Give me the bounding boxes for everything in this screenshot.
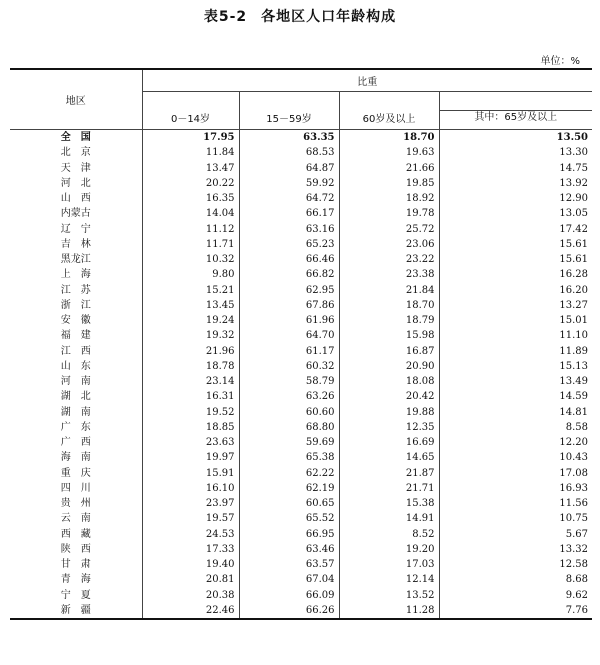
age-65-plus-cell: 14.59 [559,391,588,403]
table-number: 表5-2 [203,9,248,25]
region-cell: 重 庆 [10,466,142,481]
table-header [10,69,592,130]
region-cell: 辽 宁 [10,222,142,237]
unit-label: 单位：% [540,56,580,67]
age-15-59-cell: 66.26 [239,603,339,619]
age-15-59-cell: 66.82 [239,267,339,282]
age-15-59-cell: 62.95 [239,283,339,298]
age-60-plus-cell: 18.08 [339,374,439,389]
region-cell: 青 海 [10,572,142,587]
region-cell: 陕 西 [10,542,142,557]
region-cell: 海 南 [10,450,142,465]
age-65-plus-cell: 7.76 [439,603,592,619]
age-65-plus-cell: 10.75 [559,513,588,525]
age-65-plus-cell: 12.58 [559,559,588,571]
table-title [0,6,600,26]
header-age-0-14: 0－14岁 [142,92,239,130]
region-cell: 天 津 [10,161,142,176]
age-0-14-cell: 11.84 [142,145,239,160]
age-60-plus-cell: 23.38 [339,267,439,282]
age-0-14-cell: 15.21 [142,283,239,298]
region-cell: 安 徽 [10,313,142,328]
region-cell: 四 川 [10,481,142,496]
age-65-plus-cell: 13.50 [556,132,588,144]
table-row [10,313,592,328]
region-cell: 吉 林 [10,237,142,252]
age-60-plus-cell: 18.92 [339,191,439,206]
age-65-plus-cell: 13.49 [559,376,588,388]
age-60-plus-cell: 8.52 [339,527,439,542]
age-15-59-cell: 63.57 [239,557,339,572]
age-15-59-cell: 66.09 [239,588,339,603]
age-60-plus-cell: 21.71 [339,481,439,496]
age-15-59-cell: 65.38 [239,450,339,465]
age-0-14-cell: 15.91 [142,466,239,481]
age-15-59-cell: 64.70 [239,328,339,343]
age-0-14-cell: 16.35 [142,191,239,206]
age-60-plus-cell: 16.87 [339,344,439,359]
age-0-14-cell: 20.22 [142,176,239,191]
region-cell: 全 国 [10,130,142,146]
age-15-59-cell: 60.32 [239,359,339,374]
age-structure-table [10,68,592,620]
table-row [10,588,592,603]
region-cell: 宁 夏 [10,588,142,603]
age-15-59-cell: 63.35 [239,130,339,146]
region-cell: 河 南 [10,374,142,389]
age-0-14-cell: 17.95 [142,130,239,146]
age-65-plus-cell: 14.81 [559,406,588,418]
age-0-14-cell: 16.10 [142,481,239,496]
header-ratio: 比重 [142,69,592,92]
age-60-plus-cell: 21.87 [339,466,439,481]
age-0-14-cell: 19.24 [142,313,239,328]
table-row [10,511,592,526]
age-65-plus-cell: 16.93 [559,482,588,494]
age-65-plus-cell: 16.28 [559,269,588,281]
age-65-plus-cell: 11.10 [559,330,588,342]
table-row [10,344,592,359]
age-60-plus-cell: 11.28 [339,603,439,619]
age-15-59-cell: 63.16 [239,222,339,237]
age-0-14-cell: 19.52 [142,405,239,420]
age-15-59-cell: 59.69 [239,435,339,450]
table-row [10,191,592,206]
age-60-plus-cell: 14.65 [339,450,439,465]
age-0-14-cell: 20.81 [142,572,239,587]
region-cell: 广 西 [10,435,142,450]
age-15-59-cell: 66.46 [239,252,339,267]
age-15-59-cell: 61.96 [239,313,339,328]
region-cell: 甘 肃 [10,557,142,572]
table-row [10,283,592,298]
region-cell: 山 西 [10,191,142,206]
table-row [10,481,592,496]
table-row [10,328,592,343]
age-0-14-cell: 21.96 [142,344,239,359]
age-60-plus-cell: 20.90 [339,359,439,374]
age-60-plus-cell: 15.38 [339,496,439,511]
age-15-59-cell: 62.19 [239,481,339,496]
age-15-59-cell: 68.80 [239,420,339,435]
age-15-59-cell: 65.23 [239,237,339,252]
table-row [10,267,592,282]
age-15-59-cell: 63.26 [239,389,339,404]
table-row-total [10,130,592,146]
age-60-plus-cell: 18.70 [339,298,439,313]
region-cell: 湖 南 [10,405,142,420]
age-60-plus-cell: 19.20 [339,542,439,557]
age-0-14-cell: 22.46 [142,603,239,619]
age-0-14-cell: 24.53 [142,527,239,542]
age-65-plus-cell: 13.32 [559,543,588,555]
age-60-plus-cell: 15.98 [339,328,439,343]
age-60-plus-cell: 16.69 [339,435,439,450]
age-60-plus-cell: 20.42 [339,389,439,404]
region-cell: 黑龙江 [10,252,142,267]
age-0-14-cell: 11.12 [142,222,239,237]
age-65-plus-cell: 11.89 [559,345,588,357]
table-row [10,496,592,511]
age-15-59-cell: 63.46 [239,542,339,557]
age-15-59-cell: 67.86 [239,298,339,313]
table-row [10,435,592,450]
age-60-plus-cell: 19.78 [339,206,439,221]
region-cell: 河 北 [10,176,142,191]
age-15-59-cell: 68.53 [239,145,339,160]
age-60-plus-cell: 12.35 [339,420,439,435]
age-15-59-cell: 66.95 [239,527,339,542]
age-60-plus-cell: 17.03 [339,557,439,572]
age-65-plus-cell: 17.42 [559,223,588,235]
age-0-14-cell: 23.63 [142,435,239,450]
age-15-59-cell: 60.60 [239,405,339,420]
region-cell: 福 建 [10,328,142,343]
age-60-plus-cell: 19.88 [339,405,439,420]
age-65-plus-cell: 12.90 [559,193,588,205]
table-row [10,252,592,267]
age-15-59-cell: 67.04 [239,572,339,587]
header-age-65-plus: 其中：65岁及以上 [474,112,558,123]
age-65-plus-cell: 13.92 [559,177,588,189]
age-15-59-cell: 62.22 [239,466,339,481]
region-cell: 西 藏 [10,527,142,542]
age-65-plus-cell: 13.05 [559,208,588,220]
age-60-plus-cell: 14.91 [339,511,439,526]
age-60-plus-cell: 21.66 [339,161,439,176]
age-65-plus-cell: 10.43 [559,452,588,464]
age-65-plus-cell: 8.58 [565,421,588,433]
age-60-plus-cell: 18.70 [339,130,439,146]
header-split-line [440,92,593,111]
header-region: 地区 [10,69,142,130]
age-60-plus-cell: 19.63 [339,145,439,160]
age-0-14-cell: 23.97 [142,496,239,511]
age-0-14-cell: 23.14 [142,374,239,389]
age-15-59-cell: 65.52 [239,511,339,526]
table-row [10,557,592,572]
age-65-plus-cell: 13.27 [559,299,588,311]
region-cell: 湖 北 [10,389,142,404]
region-cell: 北 京 [10,145,142,160]
table-row [10,405,592,420]
age-0-14-cell: 10.32 [142,252,239,267]
table-row [10,450,592,465]
age-60-plus-cell: 25.72 [339,222,439,237]
age-15-59-cell: 58.79 [239,374,339,389]
age-0-14-cell: 20.38 [142,588,239,603]
age-15-59-cell: 64.72 [239,191,339,206]
region-cell: 浙 江 [10,298,142,313]
age-15-59-cell: 64.87 [239,161,339,176]
header-age-15-59: 15－59岁 [239,92,339,130]
region-cell: 山 东 [10,359,142,374]
table-row [10,298,592,313]
table-row [10,389,592,404]
table-row [10,572,592,587]
age-65-plus-cell: 8.68 [565,574,588,586]
age-65-plus-cell: 15.13 [559,360,588,372]
age-0-14-cell: 19.97 [142,450,239,465]
table-row [10,542,592,557]
table-row [10,527,592,542]
age-0-14-cell: 18.78 [142,359,239,374]
age-0-14-cell: 19.57 [142,511,239,526]
table-row [10,161,592,176]
region-cell: 贵 州 [10,496,142,511]
age-0-14-cell: 13.45 [142,298,239,313]
age-60-plus-cell: 19.85 [339,176,439,191]
table-body [10,130,592,620]
region-cell: 内蒙古 [10,206,142,221]
age-0-14-cell: 18.85 [142,420,239,435]
age-60-plus-cell: 18.79 [339,313,439,328]
table-row [10,374,592,389]
table-row [10,145,592,160]
table-caption: 各地区人口年龄构成 [261,9,397,25]
age-65-plus-cell: 17.08 [559,467,588,479]
age-60-plus-cell: 23.22 [339,252,439,267]
table-row [10,603,592,619]
table-row [10,176,592,191]
region-cell: 云 南 [10,511,142,526]
age-65-plus-cell: 15.01 [559,315,588,327]
age-60-plus-cell: 13.52 [339,588,439,603]
header-age-65-plus-cell [439,92,592,130]
table-row [10,359,592,374]
region-cell: 江 苏 [10,283,142,298]
age-0-14-cell: 19.32 [142,328,239,343]
age-65-plus-cell: 11.56 [559,498,588,510]
age-15-59-cell: 59.92 [239,176,339,191]
age-15-59-cell: 61.17 [239,344,339,359]
header-age-60-plus: 60岁及以上 [339,92,439,130]
age-0-14-cell: 19.40 [142,557,239,572]
age-0-14-cell: 11.71 [142,237,239,252]
age-0-14-cell: 16.31 [142,389,239,404]
table-row [10,206,592,221]
region-cell: 广 东 [10,420,142,435]
age-60-plus-cell: 21.84 [339,283,439,298]
age-0-14-cell: 14.04 [142,206,239,221]
age-60-plus-cell: 23.06 [339,237,439,252]
region-cell: 上 海 [10,267,142,282]
age-0-14-cell: 17.33 [142,542,239,557]
age-15-59-cell: 66.17 [239,206,339,221]
region-cell: 江 西 [10,344,142,359]
region-cell: 新 疆 [10,603,142,619]
age-65-plus-cell: 9.62 [565,589,588,601]
age-15-59-cell: 60.65 [239,496,339,511]
table-row [10,420,592,435]
age-65-plus-cell: 13.30 [559,147,588,159]
age-65-plus-cell: 15.61 [559,254,588,266]
age-0-14-cell: 9.80 [142,267,239,282]
table-row [10,466,592,481]
age-65-plus-cell: 14.75 [559,162,588,174]
table-row [10,222,592,237]
age-60-plus-cell: 12.14 [339,572,439,587]
age-0-14-cell: 13.47 [142,161,239,176]
age-65-plus-cell: 15.61 [559,238,588,250]
table-row [10,237,592,252]
age-65-plus-cell: 12.20 [559,437,588,449]
age-65-plus-cell: 5.67 [565,528,588,540]
age-65-plus-cell: 16.20 [559,284,588,296]
